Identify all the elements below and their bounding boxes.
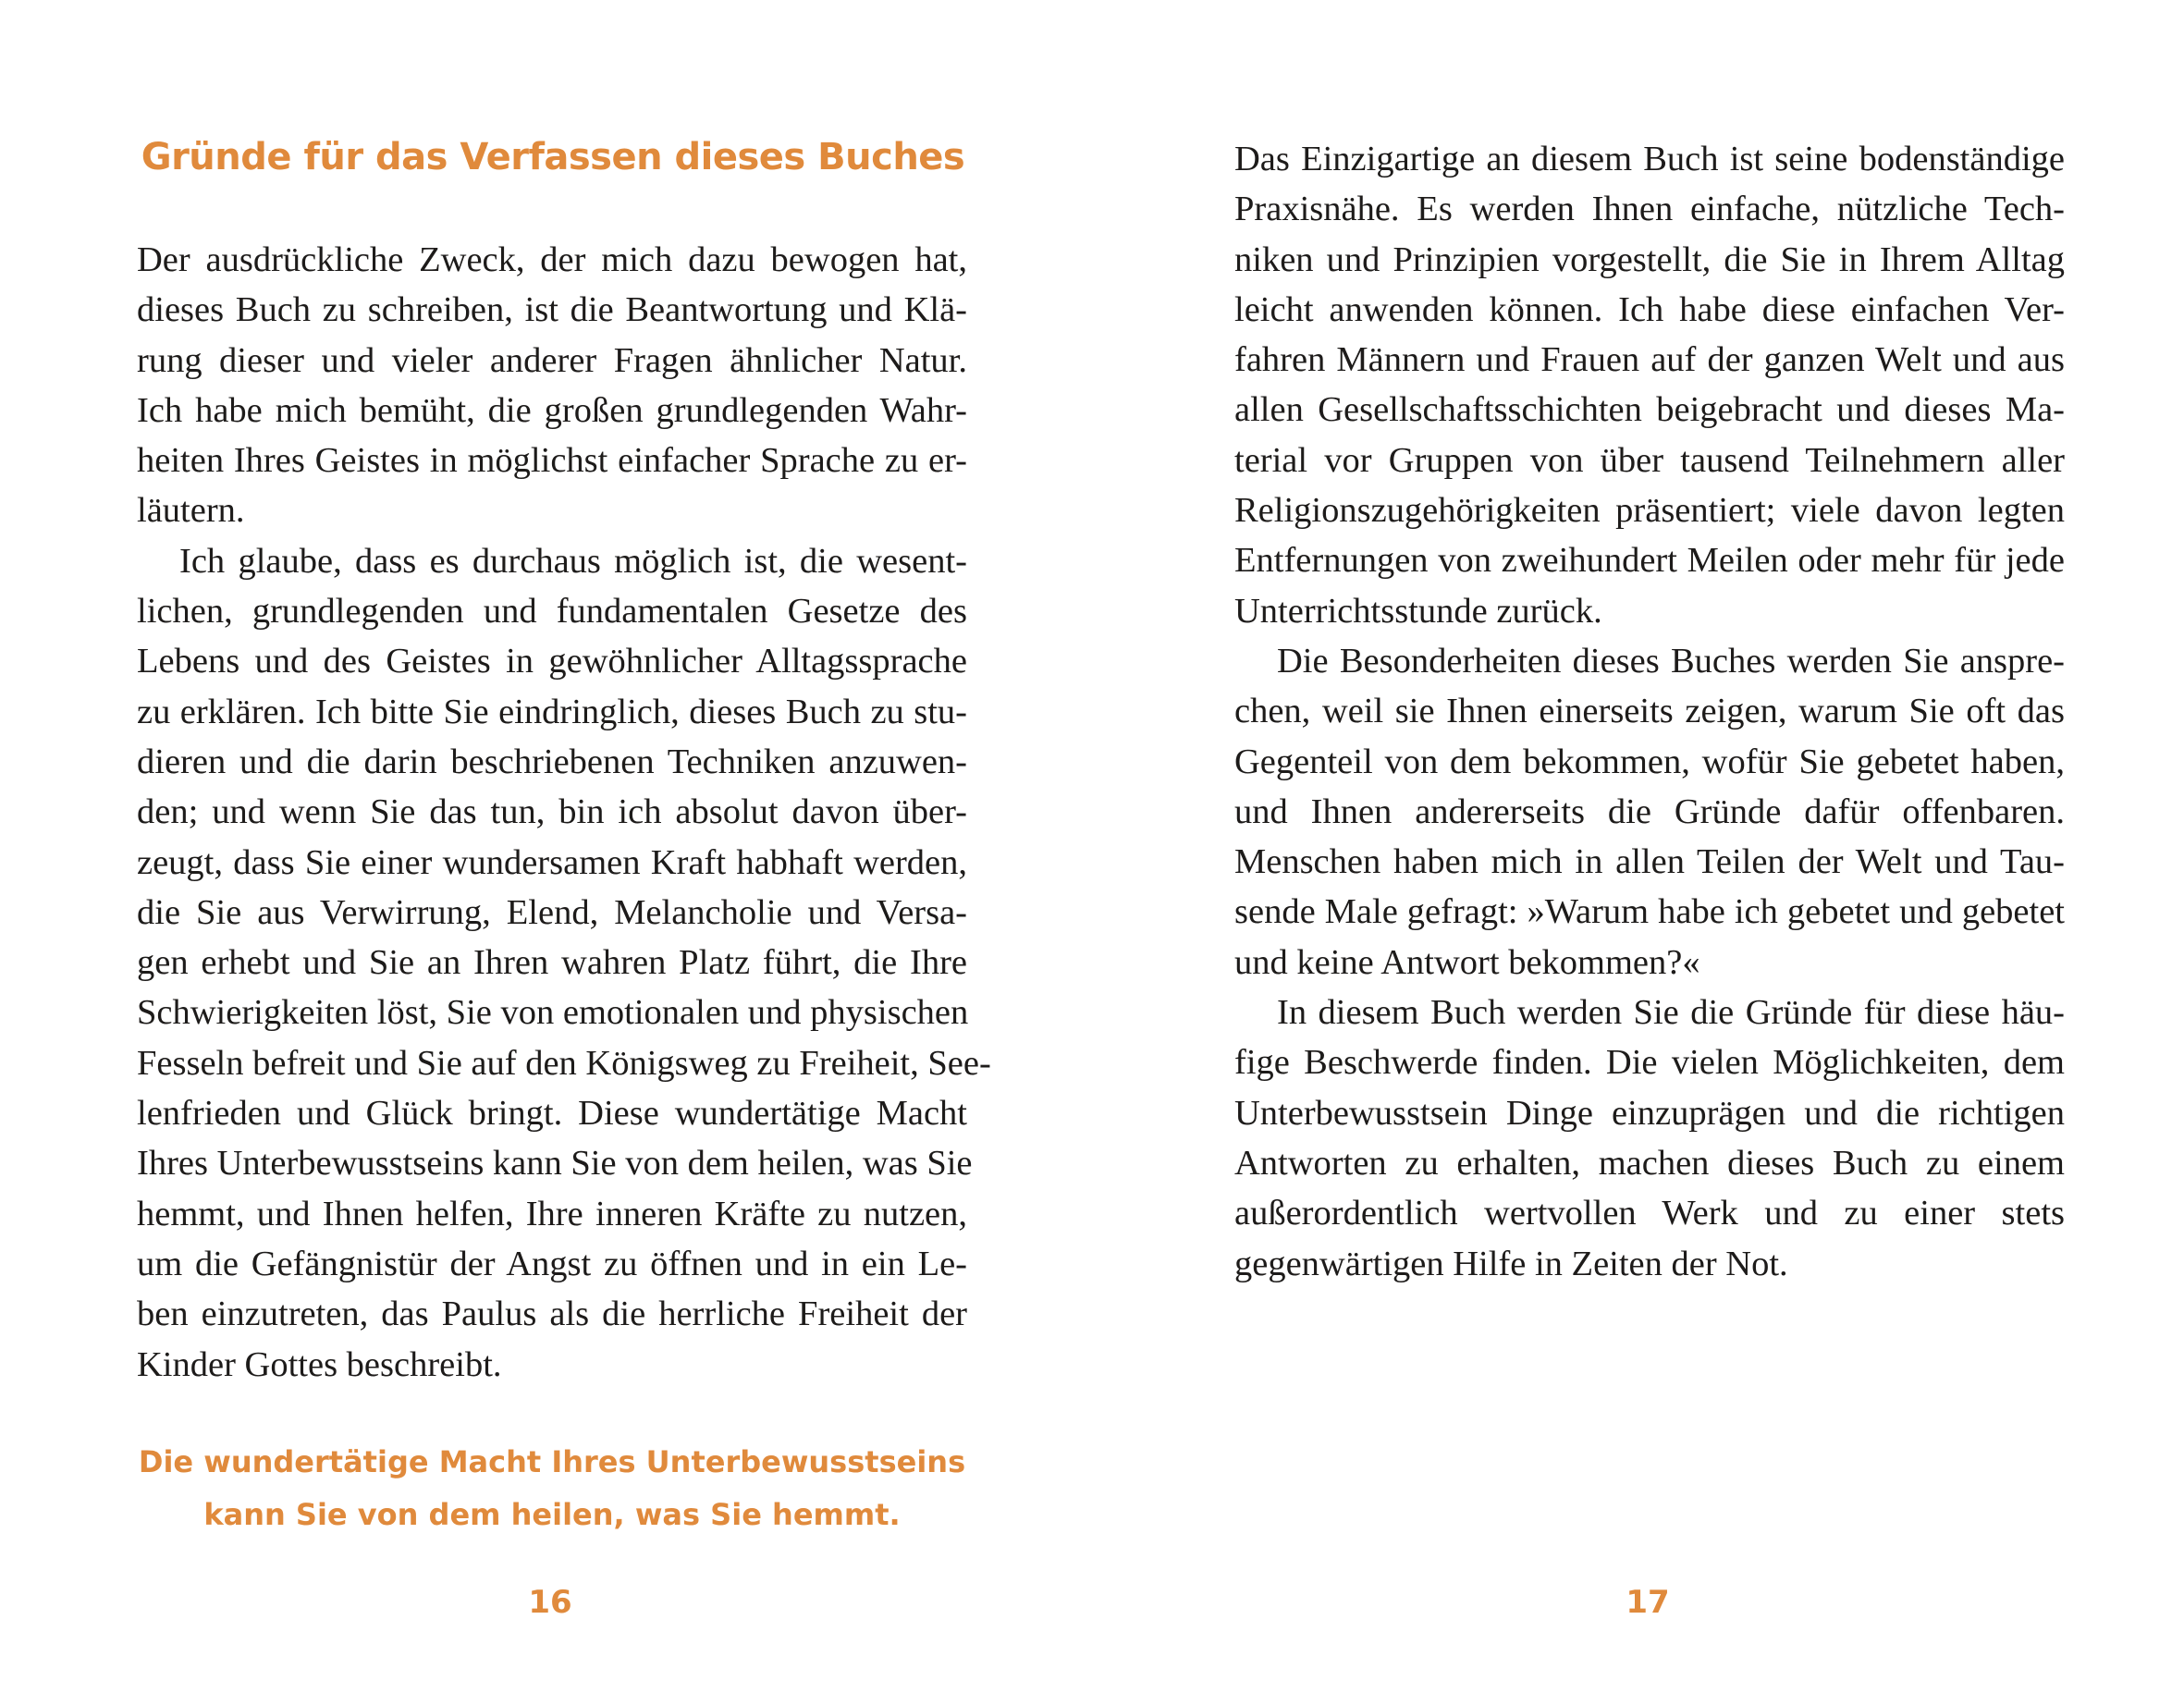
text-line: Fesseln befreit und Sie auf den Königsweg zu Freiheit, See-	[137, 1043, 991, 1083]
text-line: die Sie aus Verwirrung, Elend, Melancholie und Versa-	[137, 892, 967, 932]
pull-quote-line: kann Sie von dem heilen, was Sie hemmt.	[203, 1497, 901, 1532]
left-page-body	[137, 235, 991, 1390]
page-number-left: 16	[528, 1584, 572, 1621]
text-line: rung dieser und vieler anderer Fragen ähnlicher Natur.	[137, 340, 967, 380]
text-line: außerordentlich wertvollen Werk und zu einer stets	[1234, 1194, 2065, 1233]
text-line: und Ihnen andererseits die Gründe dafür offenbaren.	[1234, 791, 2065, 831]
text-line: leicht anwenden können. Ich habe diese einfachen Ver-	[1234, 289, 2065, 329]
text-line: um die Gefängnistür der Angst zu öffnen und in ein Le-	[137, 1244, 967, 1283]
text-line: Schwierigkeiten löst, Sie von emotionalen und physischen	[137, 993, 969, 1033]
text-line: niken und Prinzipien vorgestellt, die Sie in Ihrem Alltag	[1234, 239, 2065, 279]
text-line: dieren und die darin beschriebenen Techniken anzuwen-	[137, 742, 967, 781]
text-line: Die Besonderheiten dieses Buches werden Sie anspre-	[1277, 641, 2065, 681]
text-line: chen, weil sie Ihnen einerseits zeigen, warum Sie oft das	[1234, 692, 2065, 731]
text-line: Ich glaube, dass es durchaus möglich ist, die wesent-	[179, 541, 967, 581]
text-line: Ihres Unterbewusstseins kann Sie von dem heilen, was Sie	[137, 1144, 973, 1184]
text-line: gen erhebt und Sie an Ihren wahren Platz führt, die Ihre	[137, 943, 967, 983]
text-line: Entfernungen von zweihundert Meilen oder mehr für jede	[1234, 541, 2065, 581]
text-line: lenfrieden und Glück bringt. Diese wundertätige Macht	[137, 1094, 967, 1134]
pull-quote	[137, 1436, 967, 1541]
text-line: Lebens und des Geistes in gewöhnlicher Alltagssprache	[137, 642, 967, 681]
pull-quote-line: Die wundertätige Macht Ihres Unterbewusstseins	[138, 1444, 966, 1479]
text-line: Praxisnähe. Es werden Ihnen einfache, nützliche Tech-	[1234, 190, 2065, 229]
text-line: zu erklären. Ich bitte Sie eindringlich, dieses Buch zu stu-	[137, 692, 967, 731]
text-line: Gegenteil von dem bekommen, wofür Sie gebetet haben,	[1234, 742, 2065, 781]
text-line: Kinder Gottes beschreibt.	[137, 1344, 502, 1384]
text-line: terial vor Gruppen von über tausend Teilnehmern aller	[1234, 440, 2065, 480]
text-line: Ich habe mich bemüht, die großen grundlegenden Wahr-	[137, 390, 967, 430]
text-line: Der ausdrückliche Zweck, der mich dazu bewogen hat,	[137, 240, 967, 279]
text-line: Unterrichtsstunde zurück.	[1234, 591, 1602, 631]
text-line: gegenwärtigen Hilfe in Zeiten der Not.	[1234, 1244, 1788, 1283]
text-line: In diesem Buch werden Sie die Gründe für diese häu-	[1277, 993, 2065, 1033]
text-line: Unterbewusstsein Dinge einzuprägen und die richtigen	[1234, 1093, 2065, 1133]
page-number-right: 17	[1626, 1584, 1670, 1621]
text-line: Antworten zu erhalten, machen dieses Buch zu einem	[1234, 1143, 2065, 1183]
text-line: heiten Ihres Geistes in möglichst einfacher Sprache zu er-	[137, 441, 967, 481]
text-line: und keine Antwort bekommen?«	[1234, 942, 1700, 982]
text-line: allen Gesellschaftsschichten beigebracht und dieses Ma-	[1234, 390, 2065, 430]
right-page-body	[1234, 134, 2065, 1289]
text-line: Das Einzigartige an diesem Buch ist seine bodenständige	[1234, 140, 2065, 178]
chapter-heading: Gründe für das Verfassen dieses Buches	[141, 136, 965, 178]
text-line: Religionszugehörigkeiten präsentiert; viele davon legten	[1234, 491, 2065, 531]
text-line: zeugt, dass Sie einer wundersamen Kraft habhaft werden,	[137, 842, 967, 882]
text-line: lichen, grundlegenden und fundamentalen Gesetze des	[137, 592, 967, 632]
text-line: den; und wenn Sie das tun, bin ich absolut davon über-	[137, 792, 967, 832]
text-line: ben einzutreten, das Paulus als die herrliche Freiheit der	[137, 1294, 967, 1334]
right-page	[1092, 0, 2184, 1693]
text-line: hemmt, und Ihnen helfen, Ihre inneren Kräfte zu nutzen,	[137, 1194, 967, 1233]
text-line: fahren Männern und Frauen auf der ganzen Welt und aus	[1234, 340, 2065, 380]
text-line: läutern.	[137, 491, 245, 531]
text-line: dieses Buch zu schreiben, ist die Beantwortung und Klä-	[137, 290, 967, 330]
text-line: Menschen haben mich in allen Teilen der Welt und Tau-	[1234, 842, 2065, 882]
text-line: sende Male gefragt: »Warum habe ich gebetet und gebetet	[1234, 892, 2065, 932]
text-line: fige Beschwerde finden. Die vielen Möglichkeiten, dem	[1234, 1043, 2065, 1083]
